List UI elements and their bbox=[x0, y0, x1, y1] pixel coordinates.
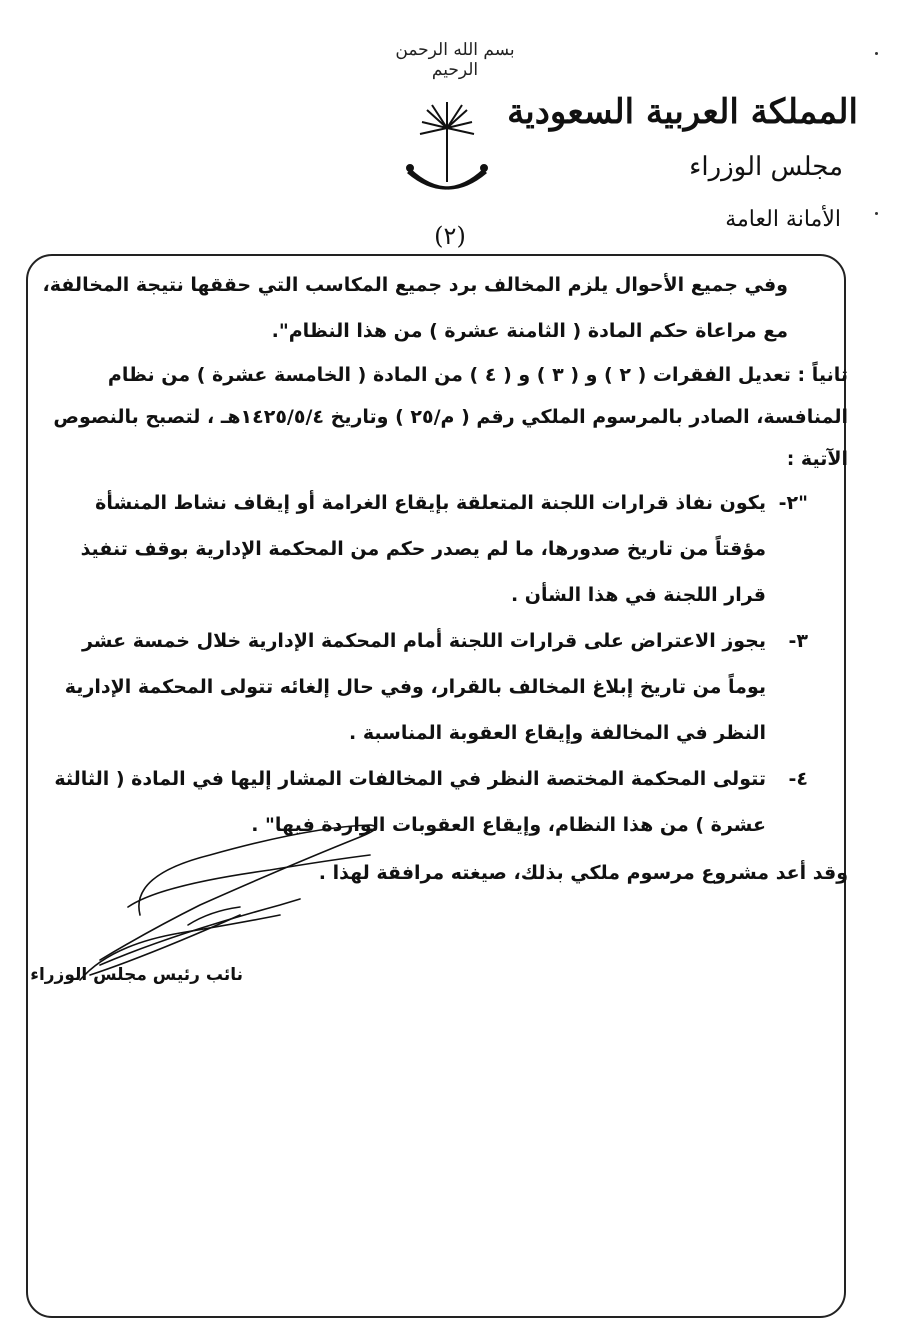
item-text: يجوز الاعتراض على قرارات اللجنة أمام المحكمة الإدارية خلال خمسة عشر يوماً من تاريخ إبلاغ المخالف بالقرار، وفي حال إلغائه تتولى المحكمة الإدارية النظر في المخالفة وإيقاع العقوبة المناسبة . bbox=[64, 630, 766, 744]
kingdom-title: المملكة العربية السعودية bbox=[507, 92, 858, 132]
letter-body bbox=[30, 262, 848, 896]
scan-speck bbox=[875, 52, 878, 55]
saudi-emblem-icon bbox=[402, 100, 492, 210]
item-text: تتولى المحكمة المختصة النظر في المخالفات المشار إليها في المادة ( الثالثة عشرة ) من هذا النظام، وإيقاع العقوبات الواردة فيها" . bbox=[54, 768, 766, 836]
second-text: تعديل الفقرات ( ٢ ) و ( ٣ ) و ( ٤ ) من المادة ( الخامسة عشرة ) من نظام المنافسة، الصادر بالمرسوم الملكي رقم ( م/٢٥ ) وتاريخ ١٤٢٥/٥/٤هـ ، لتصبح بالنصوص الآتية : bbox=[53, 364, 848, 470]
paragraph-first: وفي جميع الأحوال يلزم المخالف برد جميع المكاسب التي حققها نتيجة المخالفة، مع مراعاة حكم المادة ( الثامنة عشرة ) من هذا النظام". bbox=[42, 274, 788, 342]
scan-speck bbox=[875, 212, 878, 215]
list-item bbox=[30, 480, 848, 618]
basmala: بسم الله الرحمن الرحيم bbox=[395, 40, 515, 80]
paragraph-second bbox=[30, 354, 848, 480]
closing-paragraph: وقد أعد مشروع مرسوم ملكي بذلك، صيغته مرافقة لهذا . bbox=[318, 862, 848, 884]
page-number: (٢) bbox=[434, 222, 466, 250]
council-title: مجلس الوزراء bbox=[689, 152, 843, 182]
item-number: ٣- bbox=[788, 630, 808, 652]
secretariat-title: الأمانة العامة bbox=[725, 207, 841, 232]
item-number: ٤- bbox=[788, 768, 808, 790]
second-label: ثانياً : bbox=[797, 364, 848, 386]
item-number: "٢- bbox=[778, 492, 808, 514]
list-item bbox=[30, 618, 848, 756]
item-text: يكون نفاذ قرارات اللجنة المتعلقة بإيقاع الغرامة أو إيقاف نشاط المنشأة مؤقتاً من تاريخ صدورها، ما لم يصدر حكم من المحكمة الإدارية بوقف تنفيذ قرار اللجنة في هذا الشأن . bbox=[80, 492, 766, 606]
signatory-title: نائب رئيس مجلس الوزراء bbox=[30, 965, 243, 985]
